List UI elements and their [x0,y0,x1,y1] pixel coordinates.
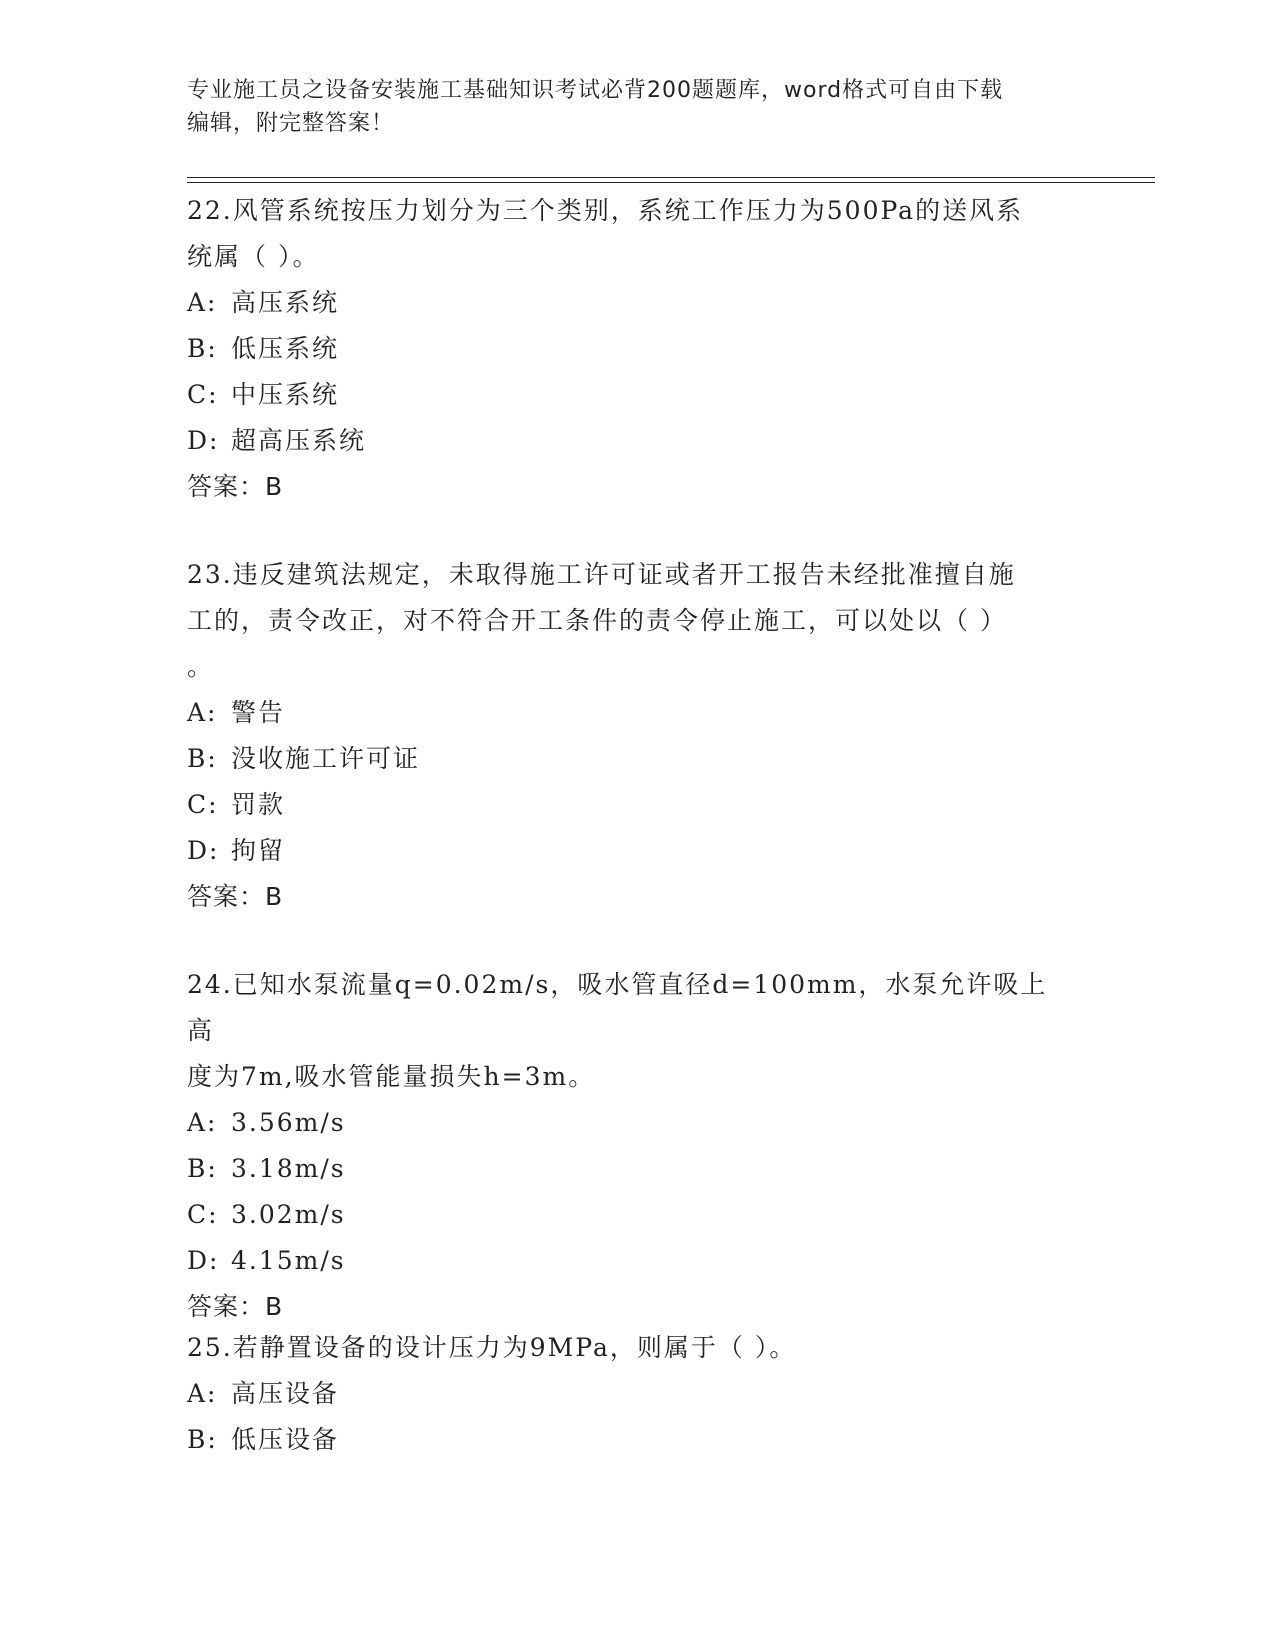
option-a [187,690,1067,736]
option-b [187,1146,1067,1192]
answer-line: 答案：B [187,1292,284,1321]
option-text: 罚款 [231,790,286,819]
option-text: 警告 [231,698,286,727]
option-b [187,326,1067,372]
option-text: 拘留 [231,836,286,865]
option-letter: D: [187,836,220,865]
answer-line: 答案：B [187,882,284,911]
option-text: 超高压系统 [231,426,367,455]
option-d [187,1238,1067,1284]
question-stem-line: 25.若静置设备的设计压力为9MPa，则属于（ ）。 [187,1333,797,1362]
header-line-2: 编辑，附完整答案！ [187,111,395,136]
option-text: 3.02m/s [231,1200,346,1229]
option-a [187,1371,1067,1417]
question-stem-line: 工的，责令改正，对不符合开工条件的责令停止施工，可以处以（ ） [187,606,1007,635]
option-text: 高压设备 [231,1379,340,1408]
option-letter: C: [187,1200,219,1229]
question-24 [187,962,1067,1330]
option-c [187,782,1067,828]
option-letter: A: [187,288,218,317]
option-letter: B: [187,1154,218,1183]
option-text: 高压系统 [231,288,340,317]
question-22 [187,188,1067,510]
document-header [187,74,1067,140]
option-text: 低压系统 [231,334,340,363]
option-b [187,1417,1067,1463]
option-letter: B: [187,1425,218,1454]
answer-line: 答案：B [187,472,284,501]
option-a [187,280,1067,326]
option-text: 中压系统 [231,380,340,409]
option-letter: B: [187,744,218,773]
option-letter: A: [187,1108,218,1137]
option-text: 没收施工许可证 [231,744,421,773]
question-stem-line: 度为7m,吸水管能量损失h=3m。 [187,1062,596,1091]
option-text: 3.56m/s [231,1108,346,1137]
option-letter: B: [187,334,218,363]
option-letter: C: [187,790,219,819]
option-a [187,1100,1067,1146]
option-d [187,418,1067,464]
option-letter: D: [187,1246,220,1275]
option-text: 低压设备 [231,1425,340,1454]
question-25 [187,1325,1067,1463]
option-c [187,372,1067,418]
header-divider-bottom [187,182,1155,183]
option-letter: A: [187,698,218,727]
option-c [187,1192,1067,1238]
question-stem-line: 22.风管系统按压力划分为三个类别，系统工作压力为500Pa的送风系 [187,196,1024,225]
option-text: 3.18m/s [231,1154,346,1183]
question-stem-line: 统属（ ）。 [187,242,320,271]
header-line-1: 专业施工员之设备安装施工基础知识考试必背200题题库，word格式可自由下载 [187,78,1004,103]
option-letter: D: [187,426,220,455]
option-d [187,828,1067,874]
question-stem-line: 。 [187,652,215,681]
header-divider-top [187,177,1155,178]
question-stem-line: 24.已知水泵流量q=0.02m/s，吸水管直径d=100mm，水泵允许吸上高 [187,970,1048,1045]
option-letter: C: [187,380,219,409]
question-stem-line: 23.违反建筑法规定，未取得施工许可证或者开工报告未经批准擅自施 [187,560,1016,589]
question-23 [187,552,1067,920]
option-b [187,736,1067,782]
option-letter: A: [187,1379,218,1408]
option-text: 4.15m/s [231,1246,346,1275]
